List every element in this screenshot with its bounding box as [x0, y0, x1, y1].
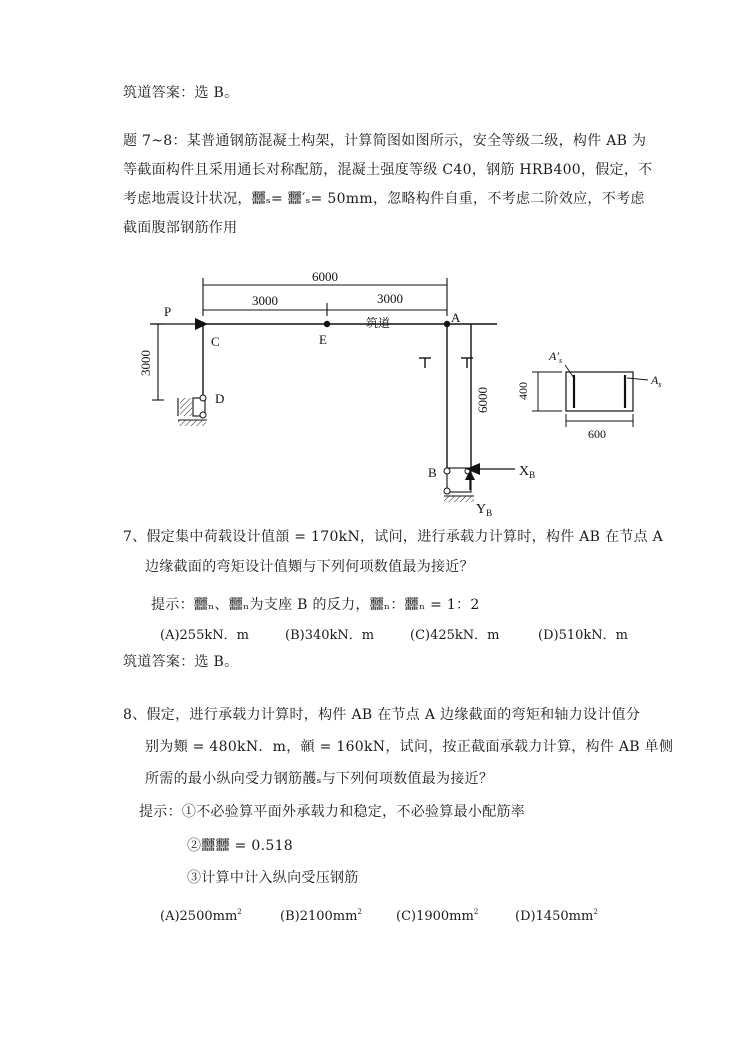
problem-intro-line-3: 考虑地震设计状况，䨻ₛ= 䨻′ₛ= 50mm，忽略构件自重，不考虑二阶效应，不考虑 [123, 191, 645, 207]
answer-line-2: 筑道答案：选 B。 [123, 654, 239, 670]
problem-intro-line-4: 截面腹部钢筋作用 [123, 220, 238, 236]
answer-line-1: 筑道答案：选 B。 [123, 85, 239, 101]
problem-intro-line-2: 等截面构件且采用通长对称配筋，混凝土强度等级 C40，钢筋 HRB400，假定，不 [123, 162, 653, 178]
q7-option-c[interactable]: (C)425kN．m [410, 628, 500, 643]
dim-left-label: 3000 [252, 293, 278, 308]
section-height-label: 400 [516, 382, 530, 400]
support-D [178, 395, 207, 426]
q8-option-a[interactable]: $(A)2500mm^2$ [160, 908, 242, 924]
problem-intro-line-1: 题 7~8：某普通钢筋混凝土构架，计算简图如图所示，安全等级二级，构件 AB 为 [123, 133, 647, 149]
label-A: A [451, 310, 461, 325]
section-cut-markers [419, 358, 473, 368]
label-P: P [164, 304, 172, 319]
q7-option-b[interactable]: (B)340kN．m [285, 628, 375, 643]
cross-section [532, 365, 648, 427]
q8-option-c[interactable]: $(C)1900mm^2$ [396, 908, 479, 924]
label-XB: $X_B$ [519, 464, 536, 480]
q8-option-d[interactable]: $(D)1450mm^2$ [515, 908, 598, 924]
q8-option-b[interactable]: $(B)2100mm^2$ [280, 908, 362, 924]
frame-diagram [0, 0, 753, 530]
watermark-text: 筑道 [366, 316, 391, 330]
frame-members [203, 324, 497, 468]
q8-hint-2: ②䨻䨻 = 0.518 [187, 838, 294, 854]
label-C: C [211, 334, 220, 349]
q7-line-2: 边缘截面的弯矩设计值䫔与下列何项数值最为接近？ [145, 559, 474, 575]
q8-hint-3: ③计算中计入纵向受压钢筋 [187, 870, 359, 886]
dim-right-label: 3000 [377, 291, 403, 306]
q8-line-1: 8、假定，进行承载力计算时，构件 AB 在节点 A 边缘截面的弯矩和轴力设计值分 [123, 707, 641, 723]
q7-option-a[interactable]: (A)255kN．m [160, 628, 249, 643]
node-A [444, 321, 450, 327]
label-E: E [319, 332, 327, 347]
label-YB: $Y_B$ [476, 502, 493, 518]
dim-right-vertical-label: 6000 [475, 387, 490, 413]
q8-line-2: 别为䫔 = 480kN．m，䫕 = 160kN，试问，按正截面承载力计算，构件 AB 单侧 [145, 739, 674, 755]
label-As-prime: $A'_s$ [549, 349, 563, 365]
label-B: B [428, 465, 437, 480]
q7-option-d[interactable]: (D)510kN．m [538, 628, 628, 643]
label-D: D [215, 391, 225, 406]
dim-total-label: 6000 [312, 269, 338, 284]
q8-line-3: 所需的最小纵向受力钢筋䨼ₛ与下列何项数值最为接近？ [145, 771, 494, 787]
reaction-XB-arrow [466, 463, 515, 475]
q8-hint-1: 提示：①不必验算平面外承载力和稳定，不必验算最小配筋率 [139, 804, 526, 820]
left-vertical-dimension [152, 324, 164, 400]
section-width-label: 600 [588, 427, 606, 441]
dim-left-vertical-label: 3000 [138, 350, 153, 376]
q7-line-1: 7、假定集中荷载设计值䫓 = 170kN，试问，进行承载力计算时，构件 AB 在节点 A [123, 529, 664, 545]
node-E [324, 321, 330, 327]
q7-hint: 提示：䨻ₙ、䨻ₙ为支座 B 的反力，䨻ₙ：䨻ₙ = 1：2 [151, 597, 480, 613]
label-As: $A_s$ [651, 373, 662, 389]
